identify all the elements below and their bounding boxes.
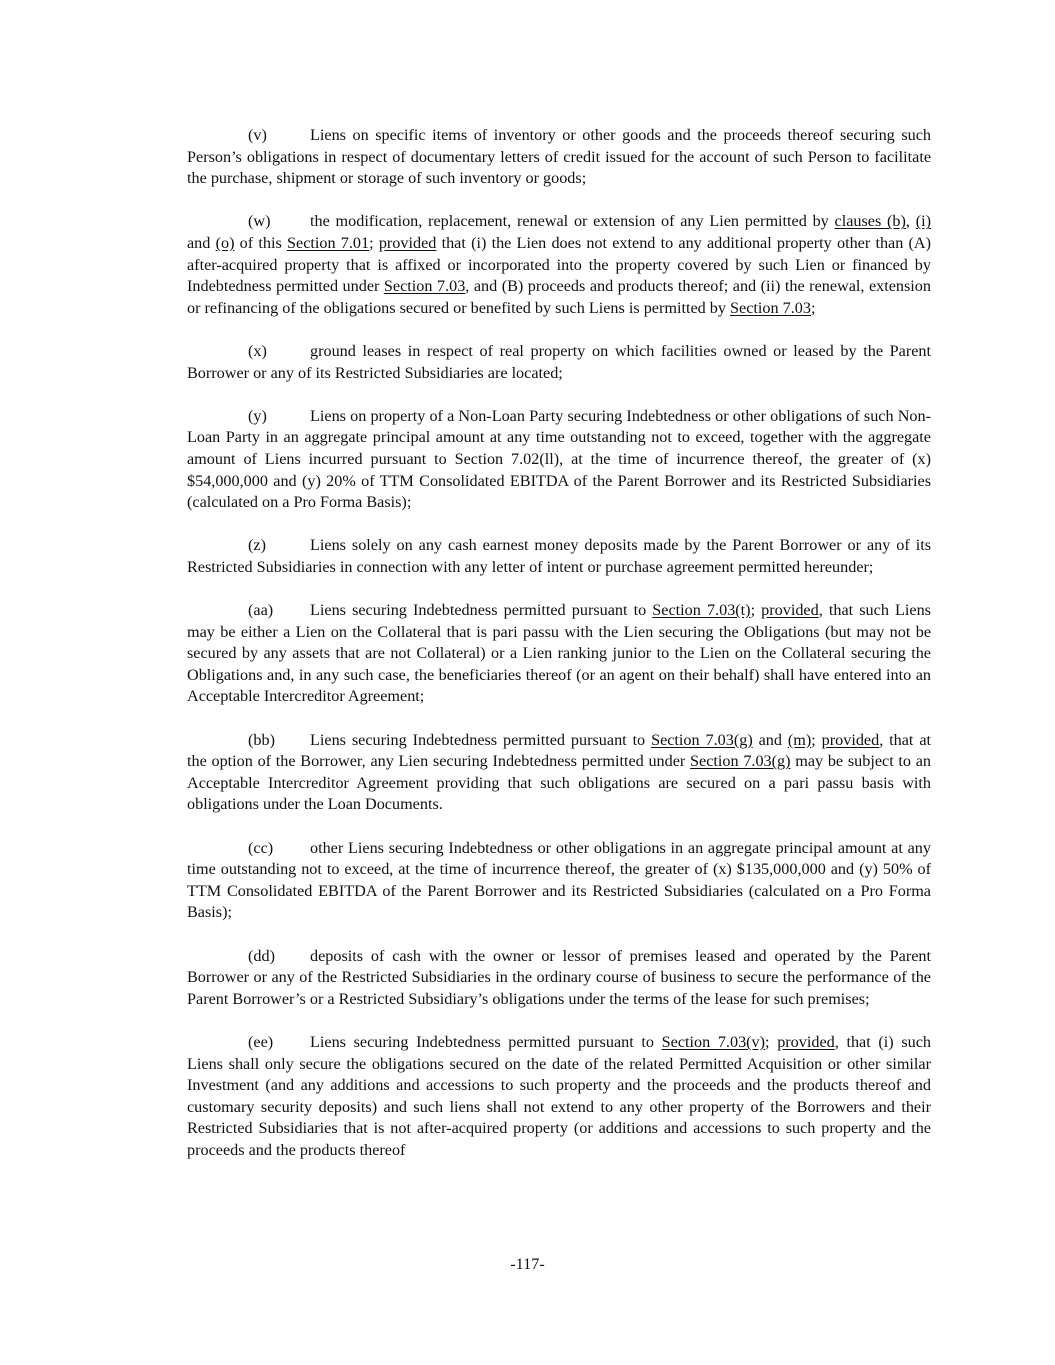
clause-text: deposits of cash with the owner or lessor of premises leased and operated by the Parent Borrower or any of the Restricted Subsidiaries in the ordinary course of business to secure the performance of the Parent Borrower’s or a Restricted Subsidiary’s obligations under the terms of the lease for such premises; xyxy=(187,946,931,1008)
clause-label: (aa) xyxy=(248,601,274,620)
clause-text: other Liens securing Indebtedness or other obligations in an aggregate principal amount at any time outstanding not to exceed, at the time of incurrence thereof, the greater of (x) $135,000,000 and (y) 50% of TTM Consolidated EBITDA of the Parent Borrower and its Restricted Subsidiaries (calculated on a Pro Forma Basis); xyxy=(187,838,931,922)
clause-label: (w) xyxy=(248,212,271,231)
clause-paragraph xyxy=(187,211,931,319)
clause-text: , and (B) proceeds and products thereof; and (ii) the renewal, extension or refinancing of the obligations secured or benefited by such Liens is permitted by xyxy=(187,277,931,317)
clause-text: the modification, replacement, renewal or extension of any Lien permitted by xyxy=(310,212,835,231)
clause-text: ; xyxy=(810,298,816,317)
clause-label: (z) xyxy=(248,536,266,555)
clause-text: , xyxy=(905,212,916,231)
clause-text: Liens on specific items of inventory or other goods and the proceeds thereof securing such Person’s obligations in respect of documentary letters of credit issued for the account of such Person to facilitate the purchase, shipment or storage of such inventory or goods; xyxy=(187,126,931,188)
clause-paragraph xyxy=(187,838,931,924)
clause-text: ground leases in respect of real property on which facilities owned or leased by the Parent Borrower or any of its Restricted Subsidiaries are located; xyxy=(187,341,931,382)
cross-reference: provided xyxy=(378,233,437,252)
cross-reference: Section 7.03(g) xyxy=(690,752,791,771)
cross-reference: provided xyxy=(761,601,819,620)
clause-paragraph xyxy=(187,125,931,190)
clause-paragraph xyxy=(187,1032,931,1162)
cross-reference: Section 7.03(t) xyxy=(652,601,751,620)
clause-text: , that (i) such Liens shall only secure the obligations secured on the date of the related Permitted Acquisition or other similar Investment (and any additions and accessions to such property and the proceeds and the products thereof and customary security deposits) and such liens shall not extend to any other property of the Borrowers and their Restricted Subsidiaries that is not after-acquired property (or additions and accessions to such property and the proceeds and the products thereof xyxy=(187,1032,931,1159)
clause-text: Liens on property of a Non-Loan Party securing Indebtedness or other obligations of such Non-Loan Party in an aggregate principal amount at any time outstanding not to exceed, together with the aggregate amount of Liens incurred pursuant to Section 7.02(ll), at the time of incurrence thereof, the greater of (x) $54,000,000 and (y) 20% of TTM Consolidated EBITDA of the Parent Borrower and its Restricted Subsidiaries (calculated on a Pro Forma Basis); xyxy=(187,406,931,512)
cross-reference: Section 7.03 xyxy=(383,277,466,296)
document-body xyxy=(187,125,931,1183)
cross-reference: Section 7.01 xyxy=(287,233,370,252)
clause-text: of this xyxy=(234,233,287,252)
clause-paragraph xyxy=(187,946,931,1011)
clause-paragraph xyxy=(187,535,931,578)
clause-text: Liens securing Indebtedness permitted pursuant to xyxy=(310,1032,662,1051)
clause-label: (dd) xyxy=(248,946,275,965)
clause-text: and xyxy=(187,233,216,252)
clause-text: ; xyxy=(750,601,762,620)
clause-text: Liens securing Indebtedness permitted pursuant to xyxy=(310,730,652,749)
clause-label: (ee) xyxy=(248,1032,274,1051)
clause-text: , that such Liens may be either a Lien on the Collateral that is pari passu with the Lien securing the Obligations (but may not be secured by any assets that are not Collateral) or a Lien ranking junior to the Lien on the Collateral securing the Obligations and, in any such case, the beneficiaries thereof (or an agent on their behalf) shall have entered into an Acceptable Intercreditor Agreement; xyxy=(187,601,931,706)
clause-paragraph xyxy=(187,730,931,816)
cross-reference: Section 7.03(g) xyxy=(651,730,753,749)
clause-text: ; xyxy=(765,1032,778,1051)
clause-text: Liens securing Indebtedness permitted pursuant to xyxy=(310,601,653,620)
cross-reference: provided xyxy=(821,730,880,749)
clause-paragraph xyxy=(187,341,931,384)
cross-reference: (m) xyxy=(787,730,812,749)
cross-reference: clauses (b) xyxy=(834,212,906,231)
clause-text: Liens solely on any cash earnest money deposits made by the Parent Borrower or any of its Restricted Subsidiaries in connection with any letter of intent or purchase agreement permitted hereunder; xyxy=(187,536,931,576)
clause-paragraph xyxy=(187,600,931,708)
cross-reference: (o) xyxy=(215,233,235,252)
clause-label: (x) xyxy=(248,341,267,360)
clause-text: may be subject to an Acceptable Intercreditor Agreement providing that such obligations are secured on a pari passu basis with obligations under the Loan Documents. xyxy=(187,752,932,814)
clause-paragraph xyxy=(187,406,931,514)
cross-reference: (i) xyxy=(915,212,932,231)
clause-label: (v) xyxy=(248,126,267,144)
clause-text: , that at the option of the Borrower, any Lien securing Indebtedness permitted under xyxy=(187,730,932,771)
clause-text: ; xyxy=(811,730,822,749)
cross-reference: Section 7.03(v) xyxy=(661,1032,766,1051)
page-number: -117- xyxy=(510,1255,545,1273)
cross-reference: Section 7.03 xyxy=(730,298,811,317)
clause-text: and xyxy=(752,730,788,749)
clause-label: (y) xyxy=(248,406,267,425)
cross-reference: provided xyxy=(777,1032,835,1051)
clause-label: (cc) xyxy=(248,838,274,857)
clause-text: ; xyxy=(369,233,379,252)
clause-label: (bb) xyxy=(248,730,275,749)
clause-text: that (i) the Lien does not extend to any additional property other than (A) after-acquired property that is affixed or incorporated into the property covered by such Lien or financed by Indebtedness permitted under xyxy=(187,233,932,296)
